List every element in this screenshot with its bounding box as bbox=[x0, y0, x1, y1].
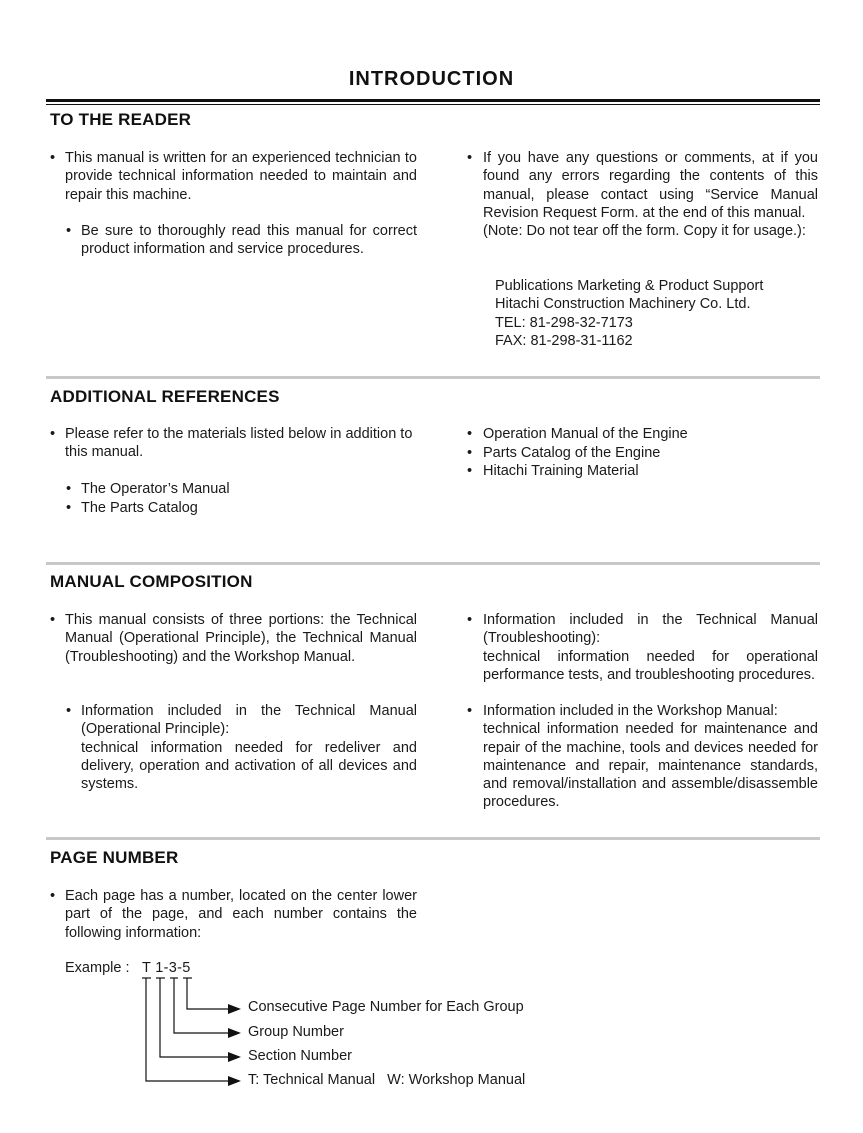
composition-operational-principle-title: Information included in the Technical Manual (Operational Principle): bbox=[81, 703, 417, 738]
bullet-dot: • bbox=[66, 481, 72, 497]
contact-line-company: Hitachi Construction Machinery Co. Ltd. bbox=[495, 296, 751, 313]
page-number-intro-text: Each page has a number, located on the center lower part of the page, and each number contains the following information: bbox=[65, 888, 417, 941]
bullet-dot: • bbox=[467, 426, 473, 442]
arrow-head bbox=[228, 1052, 241, 1062]
reference-parts-catalog: The Parts Catalog bbox=[81, 500, 198, 516]
bullet-dot: • bbox=[66, 500, 72, 516]
arrow-head bbox=[228, 1076, 241, 1086]
bullet-dot: • bbox=[50, 612, 56, 628]
bullet-dot: • bbox=[50, 150, 56, 166]
bullet-dot: • bbox=[50, 426, 56, 442]
connector-manual bbox=[146, 978, 232, 1081]
connector-group bbox=[174, 978, 232, 1033]
composition-workshop-title: Information included in the Workshop Manual: bbox=[483, 703, 778, 719]
reference-engine-operation-manual: Operation Manual of the Engine bbox=[483, 426, 688, 442]
connector-page bbox=[187, 978, 232, 1009]
bullet-dot: • bbox=[467, 463, 473, 479]
reader-intro-text: This manual is written for an experienced technician to provide technical information needed to maintain and repair this machine. bbox=[65, 150, 417, 203]
section-heading-manual-composition: MANUAL COMPOSITION bbox=[50, 572, 253, 591]
connector-section bbox=[160, 978, 232, 1057]
reference-operators-manual: The Operator’s Manual bbox=[81, 481, 230, 497]
contact-line-fax: FAX: 81-298-31-1162 bbox=[495, 332, 633, 349]
reference-training-material: Hitachi Training Material bbox=[483, 463, 639, 479]
reader-contact-request-body: If you have any questions or comments, at if you found any errors regarding the contents of this manual, please contact using “Service Manual Revision Request Form. at the end of this manual. bbox=[483, 150, 818, 221]
composition-troubleshooting-body: technical information needed for operational performance tests, and troubleshooting procedures. bbox=[483, 648, 818, 683]
composition-troubleshooting-title: Information included in the Technical Manual (Troubleshooting): bbox=[483, 612, 818, 647]
reader-note: (Note: Do not tear off the form. Copy it for usage.): bbox=[483, 223, 806, 240]
composition-workshop-body: technical information needed for maintenance and repair of the machine, tools and devices needed for maintenance and repair, maintenance standards, and removal/installation and assemble/disassemble procedures. bbox=[483, 721, 818, 811]
references-intro-text: Please refer to the materials listed below in addition to this manual. bbox=[65, 426, 413, 461]
composition-operational-principle-body: technical information needed for redeliver and delivery, operation and activation of all devices and systems. bbox=[81, 739, 417, 793]
label-group-number: Group Number bbox=[248, 1024, 344, 1040]
label-section-number: Section Number bbox=[248, 1048, 352, 1064]
bullet-dot: • bbox=[467, 612, 473, 628]
contact-line-tel: TEL: 81-298-32-7173 bbox=[495, 314, 633, 331]
example-page-code: T 1-3-5 bbox=[142, 960, 191, 976]
label-consecutive-page-number: Consecutive Page Number for Each Group bbox=[248, 999, 524, 1015]
arrow-head bbox=[228, 1028, 241, 1038]
bullet-dot: • bbox=[50, 888, 56, 904]
label-manual-type: T: Technical Manual W: Workshop Manual bbox=[248, 1072, 526, 1088]
contact-line-department: Publications Marketing & Product Support bbox=[495, 278, 764, 294]
bullet-dot: • bbox=[66, 703, 72, 719]
section-heading-to-the-reader: TO THE READER bbox=[50, 110, 192, 129]
reader-read-manual-text: Be sure to thoroughly read this manual for correct product information and service procedures. bbox=[81, 223, 417, 258]
bullet-dot: • bbox=[467, 703, 473, 719]
section-heading-page-number: PAGE NUMBER bbox=[50, 848, 179, 867]
arrow-head bbox=[228, 1004, 241, 1014]
bullet-dot: • bbox=[467, 150, 473, 166]
page-title: INTRODUCTION bbox=[348, 68, 515, 90]
section-heading-additional-references: ADDITIONAL REFERENCES bbox=[50, 387, 280, 406]
bullet-dot: • bbox=[467, 445, 473, 461]
example-label: Example : bbox=[65, 960, 130, 976]
composition-intro-text: This manual consists of three portions: the Technical Manual (Operational Principle), the Technical Manual (Troubleshooting) and the Workshop Manual. bbox=[65, 612, 417, 665]
reference-engine-parts-catalog: Parts Catalog of the Engine bbox=[483, 445, 661, 461]
bullet-dot: • bbox=[66, 223, 72, 239]
